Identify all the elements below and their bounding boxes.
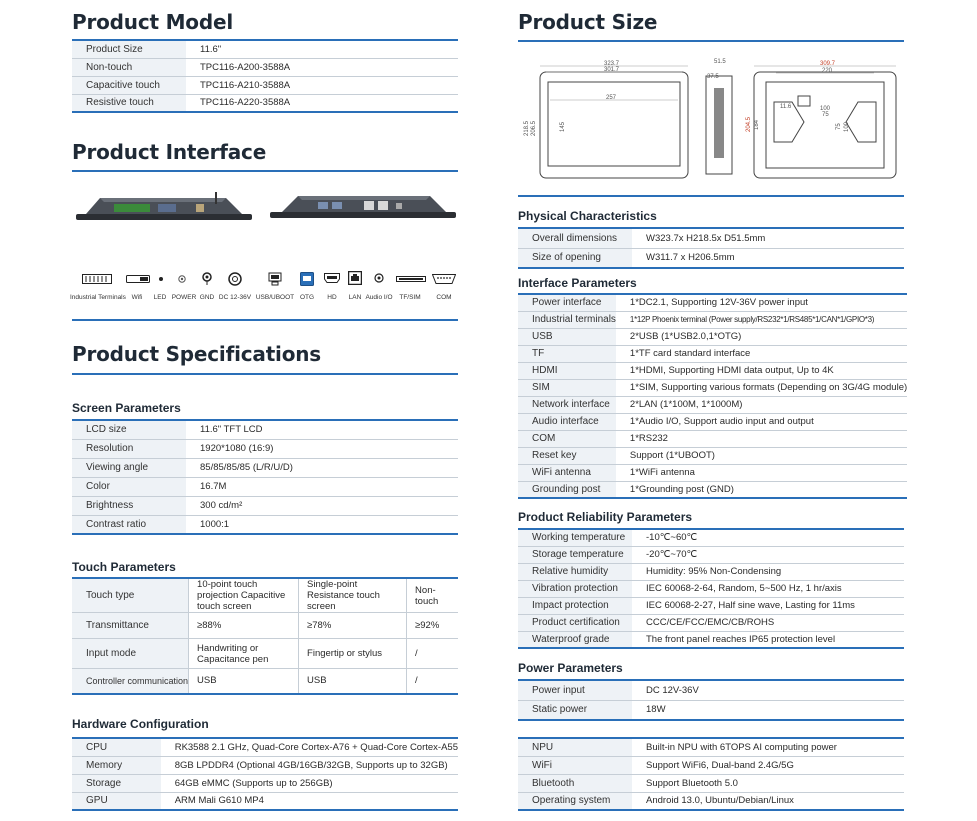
table-row — [518, 430, 907, 447]
non-touch-cell: Non-touch — [407, 578, 458, 613]
table-row — [518, 546, 904, 563]
table-row — [518, 756, 904, 774]
table-row — [518, 248, 904, 268]
row-value: W323.7x H218.5x D51.5mm — [646, 232, 766, 244]
dc-power-jack-icon — [228, 272, 242, 286]
icon-label: Audio I/O — [365, 294, 393, 301]
row-value: TPC116-A220-3588A — [200, 97, 291, 109]
row-value: The front panel reaches IP65 protection level — [646, 633, 836, 645]
row-key: Product certification — [518, 614, 632, 631]
product-model-heading: Product Model — [72, 10, 233, 34]
table-row — [72, 439, 458, 458]
table-row — [518, 294, 907, 311]
power-button-icon — [178, 275, 186, 283]
dim-opening-width: 301.7 — [604, 67, 620, 73]
table-row — [518, 614, 904, 631]
row-key: Overall dimensions — [518, 228, 632, 248]
row-key: LCD size — [72, 420, 186, 439]
screen-parameters-heading: Screen Parameters — [72, 401, 181, 415]
row-key: Bluetooth — [518, 774, 632, 792]
lan-icon — [348, 271, 362, 285]
dim-screen-width: 257 — [606, 95, 617, 101]
capacitive-cell: 10-point touch projection Capacitive touch screen — [189, 578, 299, 613]
table-row — [72, 496, 458, 515]
row-value: 1*12P Phoenix terminal (Power supply/RS232*1/RS485*1/CAN*1/GPIO*3) — [629, 315, 875, 324]
icon-label: USB/UBOOT — [255, 294, 295, 301]
row-key: Network interface — [518, 396, 616, 413]
row-key: Storage temperature — [518, 546, 632, 563]
row-key: Power input — [518, 680, 632, 700]
table-row — [518, 481, 907, 498]
product-specifications-heading: Product Specifications — [72, 342, 321, 366]
dim-size-label: 11.6 — [780, 104, 792, 110]
audio-io-icon — [374, 273, 384, 283]
table-row — [518, 464, 907, 481]
size-bottom-rule — [518, 195, 904, 197]
row-key: GPU — [72, 792, 161, 810]
dimension-drawing — [518, 52, 904, 188]
product-interface-heading: Product Interface — [72, 140, 267, 164]
row-key: Power interface — [518, 294, 616, 311]
table-row — [72, 792, 458, 810]
row-value: 11.6" TFT LCD — [200, 424, 263, 436]
row-value: 8GB LPDDR4 (Optional 4GB/16GB/32GB, Supports up to 32GB) — [174, 759, 448, 771]
capacitive-cell: ≥88% — [189, 613, 299, 639]
row-key: USB — [518, 328, 616, 345]
table-row — [72, 738, 458, 756]
table-row — [72, 477, 458, 496]
row-value: 1*WiFi antenna — [629, 467, 695, 478]
resistive-cell: ≥78% — [299, 613, 407, 639]
row-value: Support WiFi6, Dual-band 2.4G/5G — [646, 759, 794, 771]
table-row — [72, 94, 458, 112]
row-key: Operating system — [518, 792, 632, 810]
specifications-rule — [72, 373, 458, 375]
row-key: TF — [518, 345, 616, 362]
row-value: 1000:1 — [200, 518, 230, 530]
table-row — [72, 40, 458, 58]
dim-vesa-75-vertical: 75 — [836, 123, 842, 130]
table-row — [518, 447, 907, 464]
row-value: 16.7M — [200, 481, 227, 492]
table-row — [518, 529, 904, 546]
touch-parameters-heading: Touch Parameters — [72, 560, 176, 574]
row-key: Color — [72, 477, 186, 496]
icon-label: TF/SIM — [399, 294, 421, 301]
dim-rear-height: 204.5 — [746, 116, 752, 132]
table-row — [518, 396, 907, 413]
row-key: Contrast ratio — [72, 515, 186, 534]
device-back-photo-left — [76, 190, 252, 224]
dim-depth-inner: 37.5 — [707, 74, 719, 80]
table-row — [72, 58, 458, 76]
com-port-icon — [432, 274, 456, 284]
table-row — [518, 774, 904, 792]
row-key: HDMI — [518, 362, 616, 379]
usb-uboot-icon — [268, 272, 282, 286]
row-value: Humidity: 95% Non-Condensing — [646, 566, 782, 577]
interface-bottom-rule — [72, 319, 458, 321]
hardware-left-table — [72, 737, 458, 811]
row-value: 11.6" — [200, 43, 222, 55]
interface-parameters-table — [518, 293, 907, 499]
row-key: Product Size — [72, 40, 186, 58]
hardware-right-table — [518, 737, 904, 811]
row-key: WiFi antenna — [518, 464, 616, 481]
icon-label: COM — [436, 294, 452, 301]
icon-label: DC 12-36V — [218, 294, 252, 301]
row-key: COM — [518, 430, 616, 447]
row-value: -20℃~70℃ — [646, 549, 698, 560]
row-key: Industrial terminals — [518, 311, 616, 328]
table-row — [518, 597, 904, 614]
screen-parameters-table — [72, 419, 458, 535]
non-touch-cell: ≥92% — [407, 613, 458, 639]
row-value: RK3588 2.1 GHz, Quad-Core Cortex-A76 + Quad-Core Cortex-A55 — [174, 741, 458, 753]
row-key: Viewing angle — [72, 458, 186, 477]
table-row — [518, 792, 904, 810]
touch-parameters-table — [72, 577, 458, 695]
dim-vesa-100-vertical: 100 — [844, 121, 850, 132]
table-row — [518, 700, 904, 720]
product-model-table — [72, 39, 458, 113]
reliability-parameters-heading: Product Reliability Parameters — [518, 510, 693, 524]
row-value: TPC116-A200-3588A — [200, 61, 291, 73]
row-key: WiFi — [518, 756, 632, 774]
row-value: 1*TF card standard interface — [629, 348, 751, 359]
row-value: 2*LAN (1*100M, 1*1000M) — [629, 399, 743, 410]
icon-label: Industrial Terminals — [70, 294, 126, 301]
row-value: CCC/CE/FCC/EMC/CB/ROHS — [646, 617, 775, 628]
table-row — [72, 515, 458, 534]
icon-label: HD — [327, 294, 337, 301]
row-key: Waterproof grade — [518, 631, 632, 648]
row-value: IEC 60068-2-64, Random, 5~500 Hz, 1 hr/axis — [646, 583, 842, 594]
row-value: TPC116-A210-3588A — [200, 79, 291, 91]
row-key: Vibration protection — [518, 580, 632, 597]
row-key: Controller communication — [72, 669, 189, 694]
led-icon — [158, 276, 164, 282]
row-key: Storage — [72, 774, 161, 792]
row-key: CPU — [72, 738, 161, 756]
row-value: 1*DC2.1, Supporting 12V-36V power input — [629, 297, 808, 309]
icon-label: POWER — [171, 294, 197, 301]
row-key: NPU — [518, 738, 632, 756]
row-key: Non-touch — [72, 58, 186, 76]
non-touch-cell: / — [407, 639, 458, 669]
row-value: 1*Grounding post (GND) — [629, 483, 734, 495]
table-row — [518, 413, 907, 430]
reliability-parameters-table — [518, 528, 904, 649]
table-row — [518, 362, 907, 379]
row-value: Support (1*UBOOT) — [629, 450, 715, 461]
resistive-cell: Fingertip or stylus — [299, 639, 407, 669]
row-key: Capacitive touch — [72, 76, 186, 94]
row-key: Transmittance — [72, 613, 189, 639]
row-key: Grounding post — [518, 481, 616, 498]
otg-icon — [300, 272, 314, 286]
row-key: Touch type — [72, 578, 189, 613]
table-row — [518, 680, 904, 700]
row-key: Audio interface — [518, 413, 616, 430]
row-value: 1*HDMI, Supporting HDMI data output, Up to 4K — [629, 365, 834, 376]
table-row — [518, 345, 907, 362]
dim-vesa-100: 100 — [820, 106, 831, 112]
icon-label: Wifi — [131, 294, 143, 301]
capacitive-cell: Handwriting or Capacitance pen — [189, 639, 299, 669]
row-value: 2*USB (1*USB2.0,1*OTG) — [629, 331, 742, 342]
row-key: Size of opening — [518, 248, 632, 268]
industrial-terminals-icon — [82, 274, 112, 284]
row-value: -10℃~60℃ — [646, 532, 698, 544]
row-key: Static power — [518, 700, 632, 720]
row-value: 1*RS232 — [629, 433, 668, 444]
table-row — [72, 458, 458, 477]
table-row — [518, 631, 904, 648]
row-value: 300 cd/m² — [200, 500, 243, 511]
row-value: DC 12V-36V — [646, 684, 699, 696]
non-touch-cell: / — [407, 669, 458, 694]
table-row — [518, 379, 907, 396]
dim-rear-width: 309.7 — [820, 61, 836, 67]
table-row — [518, 738, 904, 756]
wifi-antenna-icon — [126, 275, 150, 283]
table-row — [72, 774, 458, 792]
hardware-configuration-heading: Hardware Configuration — [72, 717, 209, 731]
icon-label: OTG — [299, 294, 315, 301]
icon-label: GND — [199, 294, 215, 301]
power-parameters-heading: Power Parameters — [518, 661, 623, 675]
interface-parameters-heading: Interface Parameters — [518, 276, 637, 290]
row-value: 1*SIM, Supporting various formats (Depending on 3G/4G module) — [629, 382, 908, 393]
tf-sim-slot-icon — [396, 276, 426, 282]
physical-characteristics-heading: Physical Characteristics — [518, 209, 657, 223]
dim-overall-height: 218.5 — [524, 120, 530, 136]
table-row — [72, 639, 458, 669]
row-value: Support Bluetooth 5.0 — [646, 777, 738, 789]
resistive-cell: Single-point Resistance touch screen — [299, 578, 407, 613]
physical-characteristics-table — [518, 227, 904, 269]
table-row — [518, 580, 904, 597]
table-row — [72, 420, 458, 439]
product-size-heading: Product Size — [518, 10, 658, 34]
dim-screen-height: 145 — [560, 121, 566, 132]
table-row — [72, 578, 458, 613]
row-value: 1920*1080 (16:9) — [200, 443, 274, 454]
row-key: Input mode — [72, 639, 189, 669]
row-value: 1*Audio I/O, Support audio input and output — [629, 416, 814, 427]
icon-label: LAN — [348, 294, 362, 301]
table-row — [518, 311, 907, 328]
resistive-cell: USB — [299, 669, 407, 694]
row-value: Built-in NPU with 6TOPS AI computing power — [646, 741, 837, 753]
device-back-photo-right — [270, 190, 456, 224]
dim-rear-inner-height: 184 — [754, 119, 760, 130]
row-key: Resolution — [72, 439, 186, 458]
size-top-rule — [518, 40, 904, 42]
row-value: 85/85/85/85 (L/R/U/D) — [200, 462, 293, 473]
gnd-icon — [202, 272, 212, 286]
row-key: Working temperature — [518, 529, 632, 546]
row-value: W311.7 x H206.5mm — [646, 252, 735, 264]
capacitive-cell: USB — [189, 669, 299, 694]
row-key: Brightness — [72, 496, 186, 515]
table-row — [72, 669, 458, 694]
table-row — [518, 328, 907, 345]
dim-rear-inner-width: 220 — [822, 68, 833, 74]
dim-opening-height: 206.5 — [531, 120, 537, 136]
row-key: Resistive touch — [72, 94, 186, 112]
row-key: Memory — [72, 756, 161, 774]
table-row — [518, 563, 904, 580]
table-row — [72, 76, 458, 94]
dim-depth: 51.5 — [714, 59, 726, 65]
row-value: 64GB eMMC (Supports up to 256GB) — [174, 777, 333, 789]
interface-top-rule — [72, 170, 458, 172]
row-key: Impact protection — [518, 597, 632, 614]
table-row — [72, 613, 458, 639]
row-value: 18W — [646, 704, 666, 716]
row-value: Android 13.0, Ubuntu/Debian/Linux — [646, 795, 794, 807]
icon-label: LED — [153, 294, 167, 301]
dim-vesa-75: 75 — [822, 112, 829, 118]
hdmi-icon — [324, 273, 340, 283]
table-row — [72, 756, 458, 774]
power-parameters-table — [518, 679, 904, 721]
row-key: SIM — [518, 379, 616, 396]
table-row — [518, 228, 904, 248]
row-key: Reset key — [518, 447, 616, 464]
dim-overall-width: 323.7 — [604, 61, 620, 67]
row-key: Relative humidity — [518, 563, 632, 580]
row-value: ARM Mali G610 MP4 — [174, 795, 264, 807]
row-value: IEC 60068-2-27, Half sine wave, Lasting for 11ms — [646, 600, 855, 611]
